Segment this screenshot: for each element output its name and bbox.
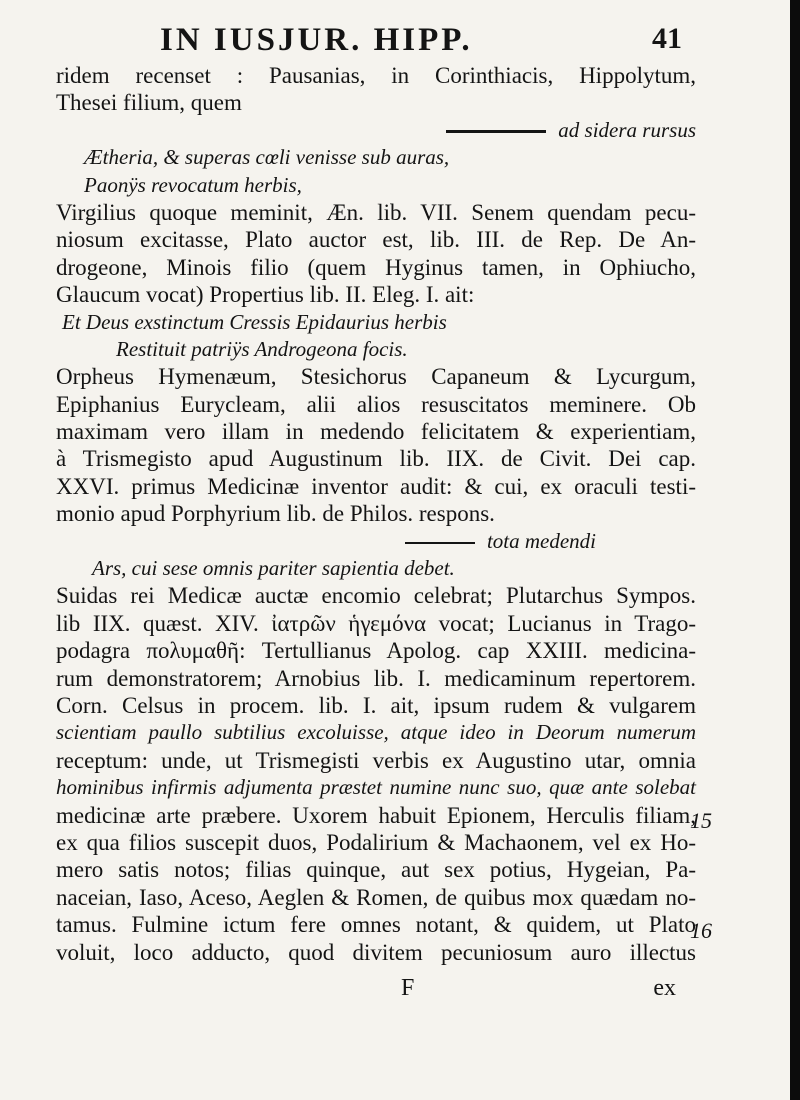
page-number: 41	[652, 22, 682, 55]
verse-line	[56, 528, 696, 555]
verse-line: Et Deus exstinctum Cressis Epidaurius herbis	[62, 309, 447, 334]
text-line: à Trismegisto apud Augustinum lib. IIX. de Civit. Dei cap.	[56, 446, 696, 472]
text-line: Corn. Celsus in procem. lib. I. ait, ipsum rudem & vulgarem	[56, 692, 696, 718]
text-line: receptum: unde, ut Trismegisti verbis ex Augustino utar, omnia	[56, 747, 696, 773]
running-title: IN IUSJUR. HIPP.	[160, 22, 473, 58]
text-line: Epiphanius Eurycleam, alii alios resuscitatos meminere. Ob	[56, 391, 696, 417]
verse-text: ad sidera rursus	[558, 117, 696, 142]
text-line: Virgilius quoque meminit, Æn. lib. VII. Senem quendam pecu-	[56, 199, 696, 225]
text-line: monio apud Porphyrium lib. de Philos. respons.	[56, 501, 495, 527]
text-line: maximam vero illam in medendo felicitatem & experientiam,	[56, 419, 696, 445]
page-spine-shadow	[790, 0, 800, 1100]
text-block	[56, 62, 696, 966]
text-line: tamus. Fulmine ictum fere omnes notant, & quidem, ut Plato	[56, 912, 696, 938]
verse-line: Ars, cui sese omnis pariter sapientia debet.	[92, 556, 455, 581]
text-line: Thesei filium, quem	[56, 90, 242, 116]
verse-line: Ætheria, & superas cœli venisse sub auras,	[84, 145, 450, 170]
text-line: drogeone, Minois filio (quem Hyginus tamen, in Ophiucho,	[56, 254, 696, 280]
signature-mark: F	[401, 975, 415, 1001]
margin-note: 16	[690, 918, 712, 943]
page-footer	[56, 975, 696, 1005]
verse-line: Paonÿs revocatum herbis,	[84, 172, 302, 197]
verse-line	[56, 117, 696, 144]
text-line: scientiam paullo subtilius excoluisse, atque ideo in Deorum numerum	[56, 720, 696, 745]
text-line: rum demonstratorem; Arnobius lib. I. medicaminum repertorem.	[56, 665, 696, 691]
text-line: naceian, Iaso, Aceso, Aeglen & Romen, de quibus mox quædam no-	[56, 884, 696, 910]
verse-line: Restituit patriÿs Androgeona focis.	[116, 336, 408, 361]
verse-text: tota medendi	[486, 528, 596, 553]
text-line: lib IIX. quæst. XIV. ἰατρῶν ἡγεμόνα vocat; Lucianus in Trago-	[56, 610, 696, 636]
text-line: voluit, loco adducto, quod divitem pecuniosum auro illectus	[56, 939, 696, 965]
quotation-dash	[446, 130, 546, 133]
text-line: ex qua filios suscepit duos, Podalirium & Machaonem, vel ex Ho-	[56, 829, 696, 855]
text-line: Orpheus Hymenæum, Stesichorus Capaneum & Lycurgum,	[56, 364, 696, 390]
text-line: niosum excitasse, Plato auctor est, lib. III. de Rep. De An-	[56, 227, 696, 253]
text-line: podagra πολυμαθῆ: Tertullianus Apolog. cap XXIII. medicina-	[56, 638, 696, 664]
text-line: mero satis notos; filias quinque, aut sex potius, Hygeian, Pa-	[56, 857, 696, 883]
text-line: hominibus infirmis adjumenta præstet numine nunc suo, quæ ante solebat	[56, 775, 696, 800]
text-line: Glaucum vocat) Propertius lib. II. Eleg. I. ait:	[56, 282, 475, 308]
text-line: medicinæ arte præbere. Uxorem habuit Epionem, Herculis filiam,	[56, 802, 696, 828]
text-line: XXVI. primus Medicinæ inventor audit: & cui, ex oraculi testi-	[56, 473, 696, 499]
text-line: ridem recenset : Pausanias, in Corinthiacis, Hippolytum,	[56, 63, 696, 88]
quotation-dash	[405, 542, 475, 544]
margin-note: 15	[690, 808, 712, 833]
text-line: Suidas rei Medicæ auctæ encomio celebrat; Plutarchus Sympos.	[56, 583, 696, 609]
running-head	[160, 22, 682, 58]
catchword: ex	[653, 975, 676, 1001]
